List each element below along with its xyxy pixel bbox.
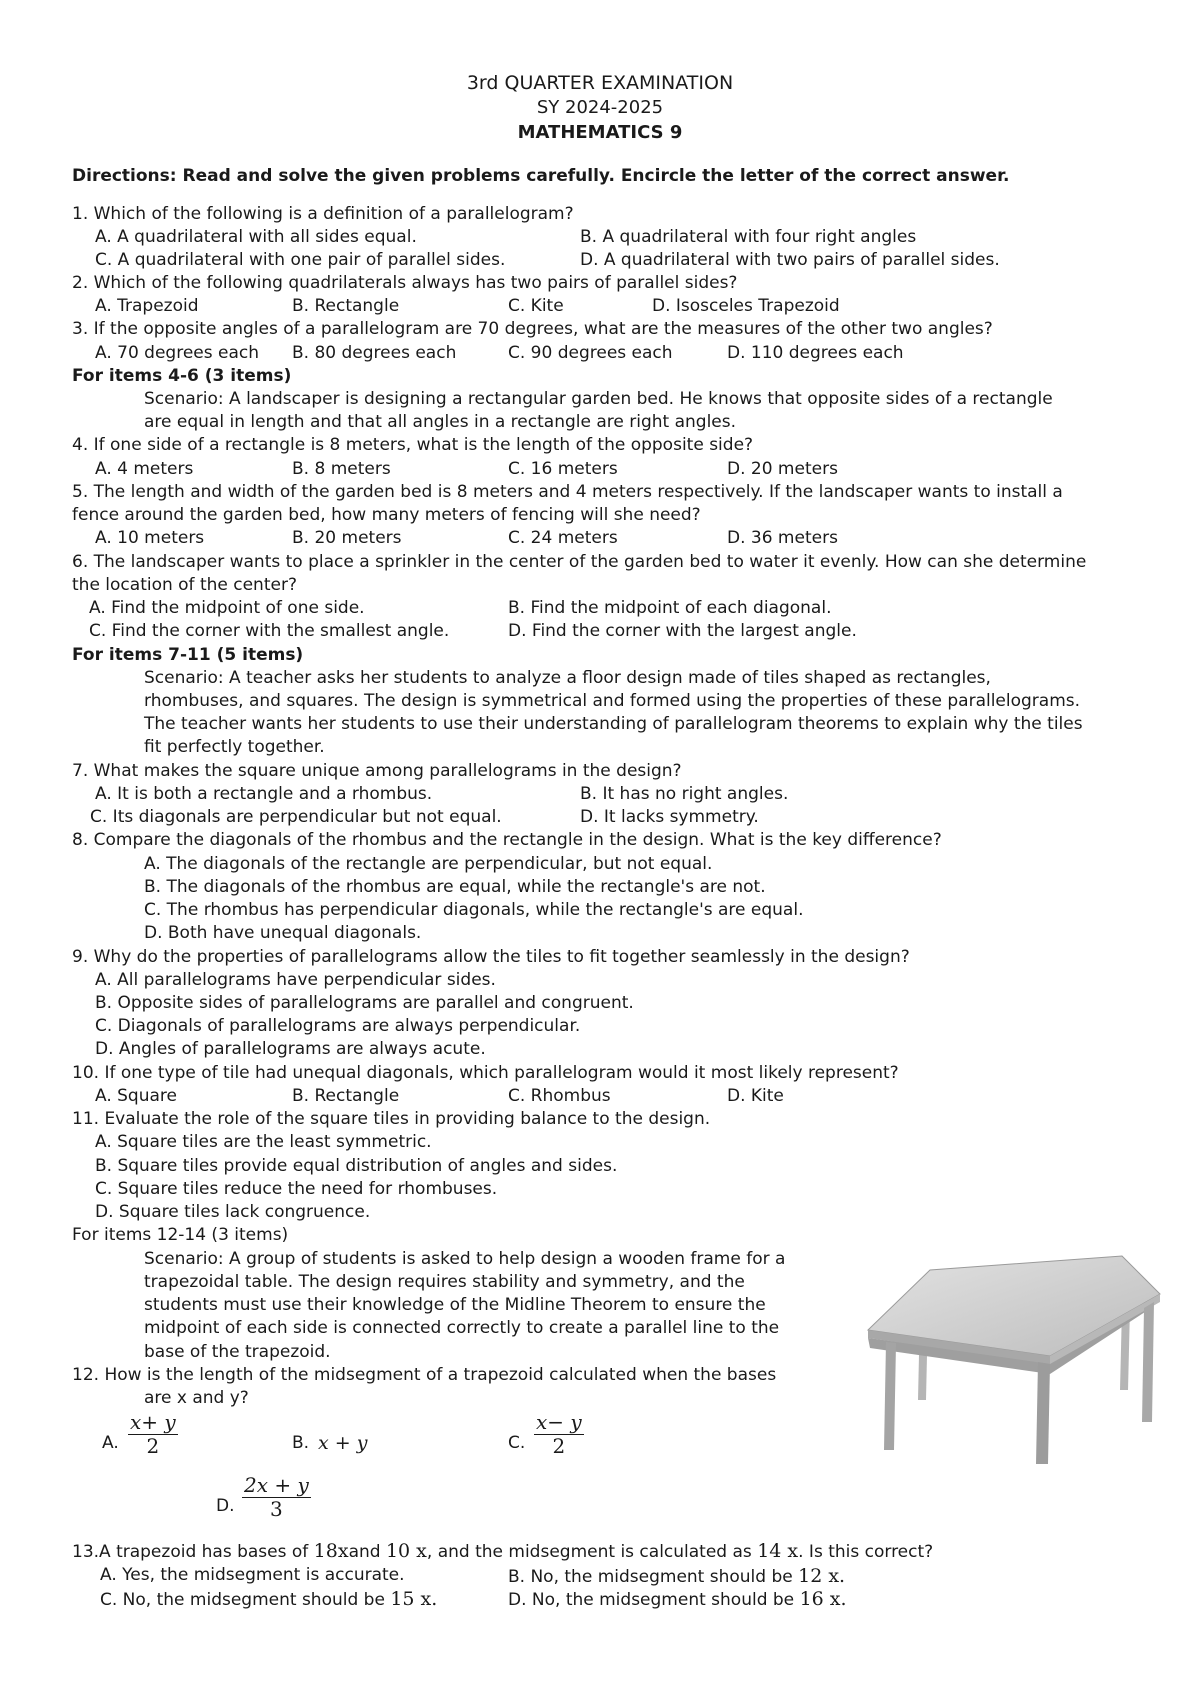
q11-stem: 11. Evaluate the role of the square tiles in providing balance to the design. — [72, 1109, 711, 1129]
q2-option-c[interactable]: C. Kite — [508, 296, 564, 316]
q6-stem-line2: the location of the center? — [72, 575, 297, 595]
group-heading-7-11: For items 7-11 (5 items) — [72, 645, 304, 665]
q10-option-a[interactable]: A. Square — [95, 1086, 177, 1106]
q13-option-c[interactable]: C. No, the midsegment should be 15 x. — [100, 1588, 438, 1610]
q12-option-d-label[interactable]: D. — [216, 1496, 235, 1516]
q13-midsegment: 14 x — [757, 1540, 799, 1562]
q13-stem-text: 13.A trapezoid has bases of — [72, 1542, 314, 1562]
q7-option-a[interactable]: A. It is both a rectangle and a rhombus. — [95, 784, 433, 804]
q2-option-a[interactable]: A. Trapezoid — [95, 296, 199, 316]
q9-option-b[interactable]: B. Opposite sides of parallelograms are parallel and congruent. — [95, 993, 634, 1013]
q2-option-b[interactable]: B. Rectangle — [292, 296, 400, 316]
q10-option-d[interactable]: D. Kite — [727, 1086, 784, 1106]
exam-title: 3rd QUARTER EXAMINATION — [466, 72, 734, 94]
trapezoid-table-image — [860, 1250, 1165, 1470]
q1-option-b[interactable]: B. A quadrilateral with four right angles — [580, 227, 917, 247]
q6-stem-line1: 6. The landscaper wants to place a sprinkler in the center of the garden bed to water it evenly. How can she determine — [72, 552, 1087, 572]
table-leg — [884, 1342, 896, 1450]
q1-option-d[interactable]: D. A quadrilateral with two pairs of parallel sides. — [580, 250, 1000, 270]
q9-option-d[interactable]: D. Angles of parallelograms are always acute. — [95, 1039, 486, 1059]
scenario-line: are equal in length and that all angles in a rectangle are right angles. — [144, 412, 737, 432]
q13-stem-text: . Is this correct? — [798, 1542, 934, 1562]
q12-stem-line2: are x and y? — [144, 1388, 249, 1408]
q12-option-b-label[interactable]: B. — [292, 1433, 310, 1453]
fraction-denominator: 3 — [270, 1497, 283, 1521]
q9-option-c[interactable]: C. Diagonals of parallelograms are always perpendicular. — [95, 1016, 581, 1036]
q6-option-d[interactable]: D. Find the corner with the largest angle. — [508, 621, 857, 641]
q10-option-c[interactable]: C. Rhombus — [508, 1086, 611, 1106]
q7-stem: 7. What makes the square unique among parallelograms in the design? — [72, 761, 682, 781]
q1-option-a[interactable]: A. A quadrilateral with all sides equal. — [95, 227, 417, 247]
q9-option-a[interactable]: A. All parallelograms have perpendicular sides. — [95, 970, 496, 990]
fraction-denominator: 2 — [552, 1434, 566, 1458]
table-leg — [1036, 1362, 1050, 1464]
q5-stem-line2: fence around the garden bed, how many meters of fencing will she need? — [72, 505, 701, 525]
q10-stem: 10. If one type of tile had unequal diagonals, which parallelogram would it most likely represent? — [72, 1063, 899, 1083]
q11-option-b[interactable]: B. Square tiles provide equal distribution of angles and sides. — [95, 1156, 618, 1176]
table-leg — [1142, 1302, 1154, 1422]
q12-option-d-fraction[interactable] — [242, 1473, 311, 1521]
subject-title: MATHEMATICS 9 — [517, 122, 683, 143]
scenario-line: Scenario: A teacher asks her students to analyze a floor design made of tiles shaped as rectangles, — [144, 668, 991, 688]
directions: Directions: Read and solve the given problems carefully. Encircle the letter of the correct answer. — [72, 166, 1010, 186]
q6-option-b[interactable]: B. Find the midpoint of each diagonal. — [508, 598, 832, 618]
q12-option-b-expression[interactable]: x + y — [318, 1432, 368, 1454]
q6-option-a[interactable]: A. Find the midpoint of one side. — [89, 598, 365, 618]
scenario-line: base of the trapezoid. — [144, 1342, 331, 1362]
q11-option-d[interactable]: D. Square tiles lack congruence. — [95, 1202, 371, 1222]
scenario-line: midpoint of each side is connected correctly to create a parallel line to the — [144, 1318, 780, 1338]
q1-stem: 1. Which of the following is a definition of a parallelogram? — [72, 204, 574, 224]
q13-stem — [72, 1540, 933, 1563]
q8-option-b[interactable]: B. The diagonals of the rhombus are equal, while the rectangle's are not. — [144, 877, 766, 897]
q12-option-c-fraction[interactable] — [534, 1410, 584, 1458]
q4-option-d[interactable]: D. 20 meters — [727, 459, 838, 479]
fraction-denominator: 2 — [146, 1434, 160, 1458]
q13-base1: 18x — [313, 1540, 349, 1562]
q12-option-c-label[interactable]: C. — [508, 1433, 526, 1453]
fraction-numerator: x− y — [536, 1410, 582, 1434]
q4-stem: 4. If one side of a rectangle is 8 meters, what is the length of the opposite side? — [72, 435, 754, 455]
q13-stem-text: and — [348, 1542, 386, 1562]
q11-option-c[interactable]: C. Square tiles reduce the need for rhombuses. — [95, 1179, 498, 1199]
q4-option-c[interactable]: C. 16 meters — [508, 459, 618, 479]
q4-option-a[interactable]: A. 4 meters — [95, 459, 194, 479]
q7-option-c[interactable]: C. Its diagonals are perpendicular but not equal. — [90, 807, 502, 827]
q12-stem-line1: 12. How is the length of the midsegment of a trapezoid calculated when the bases — [72, 1365, 777, 1385]
q13-option-b[interactable]: B. No, the midsegment should be 12 x. — [508, 1565, 846, 1587]
q3-stem: 3. If the opposite angles of a parallelogram are 70 degrees, what are the measures of the other two angles? — [72, 319, 993, 339]
q2-stem: 2. Which of the following quadrilaterals always has two pairs of parallel sides? — [72, 273, 738, 293]
q12-option-a-label[interactable]: A. — [102, 1433, 119, 1453]
scenario-line: Scenario: A group of students is asked to help design a wooden frame for a — [144, 1249, 786, 1269]
school-year: SY 2024-2025 — [536, 97, 664, 118]
q13-option-d[interactable]: D. No, the midsegment should be 16 x. — [508, 1588, 847, 1610]
q7-option-b[interactable]: B. It has no right angles. — [580, 784, 789, 804]
q5-stem-line1: 5. The length and width of the garden bed is 8 meters and 4 meters respectively. If the landscaper wants to install a — [72, 482, 1063, 502]
q5-option-d[interactable]: D. 36 meters — [727, 528, 838, 548]
group-heading-4-6: For items 4-6 (3 items) — [72, 366, 292, 386]
q1-option-c[interactable]: C. A quadrilateral with one pair of parallel sides. — [95, 250, 506, 270]
q6-option-c[interactable]: C. Find the corner with the smallest angle. — [89, 621, 450, 641]
scenario-line: trapezoidal table. The design requires stability and symmetry, and the — [144, 1272, 745, 1292]
q13-stem-text: , and the midsegment is calculated as — [426, 1542, 758, 1562]
q5-option-a[interactable]: A. 10 meters — [95, 528, 205, 548]
q5-option-b[interactable]: B. 20 meters — [292, 528, 402, 548]
q8-option-a[interactable]: A. The diagonals of the rectangle are perpendicular, but not equal. — [144, 854, 713, 874]
scenario-line: students must use their knowledge of the Midline Theorem to ensure the — [144, 1295, 766, 1315]
q13-base2: 10 x — [385, 1540, 427, 1562]
q13-option-a[interactable]: A. Yes, the midsegment is accurate. — [100, 1565, 405, 1585]
fraction-numerator: x+ y — [130, 1410, 176, 1434]
scenario-line: rhombuses, and squares. The design is symmetrical and formed using the properties of these parallelograms. — [144, 691, 1081, 711]
q5-option-c[interactable]: C. 24 meters — [508, 528, 618, 548]
q8-option-d[interactable]: D. Both have unequal diagonals. — [144, 923, 422, 943]
q3-option-c[interactable]: C. 90 degrees each — [508, 343, 673, 363]
q8-option-c[interactable]: C. The rhombus has perpendicular diagonals, while the rectangle's are equal. — [144, 900, 804, 920]
scenario-line: The teacher wants her students to use their understanding of parallelogram theorems to explain why the tiles — [144, 714, 1083, 734]
q11-option-a[interactable]: A. Square tiles are the least symmetric. — [95, 1132, 432, 1152]
q2-option-d[interactable]: D. Isosceles Trapezoid — [652, 296, 840, 316]
scenario-line: Scenario: A landscaper is designing a rectangular garden bed. He knows that opposite sides of a rectangle — [144, 389, 1053, 409]
q10-option-b[interactable]: B. Rectangle — [292, 1086, 400, 1106]
q7-option-d[interactable]: D. It lacks symmetry. — [580, 807, 759, 827]
q9-stem: 9. Why do the properties of parallelograms allow the tiles to fit together seamlessly in the design? — [72, 947, 910, 967]
group-heading-12-14: For items 12-14 (3 items) — [72, 1225, 289, 1245]
q3-option-a[interactable]: A. 70 degrees each — [95, 343, 260, 363]
scenario-line: fit perfectly together. — [144, 737, 325, 757]
q12-option-a-fraction[interactable] — [128, 1410, 178, 1458]
q8-stem: 8. Compare the diagonals of the rhombus and the rectangle in the design. What is the key difference? — [72, 830, 942, 850]
q3-option-b[interactable]: B. 80 degrees each — [292, 343, 457, 363]
q4-option-b[interactable]: B. 8 meters — [292, 459, 391, 479]
q3-option-d[interactable]: D. 110 degrees each — [727, 343, 904, 363]
fraction-numerator: 2x + y — [244, 1473, 309, 1497]
